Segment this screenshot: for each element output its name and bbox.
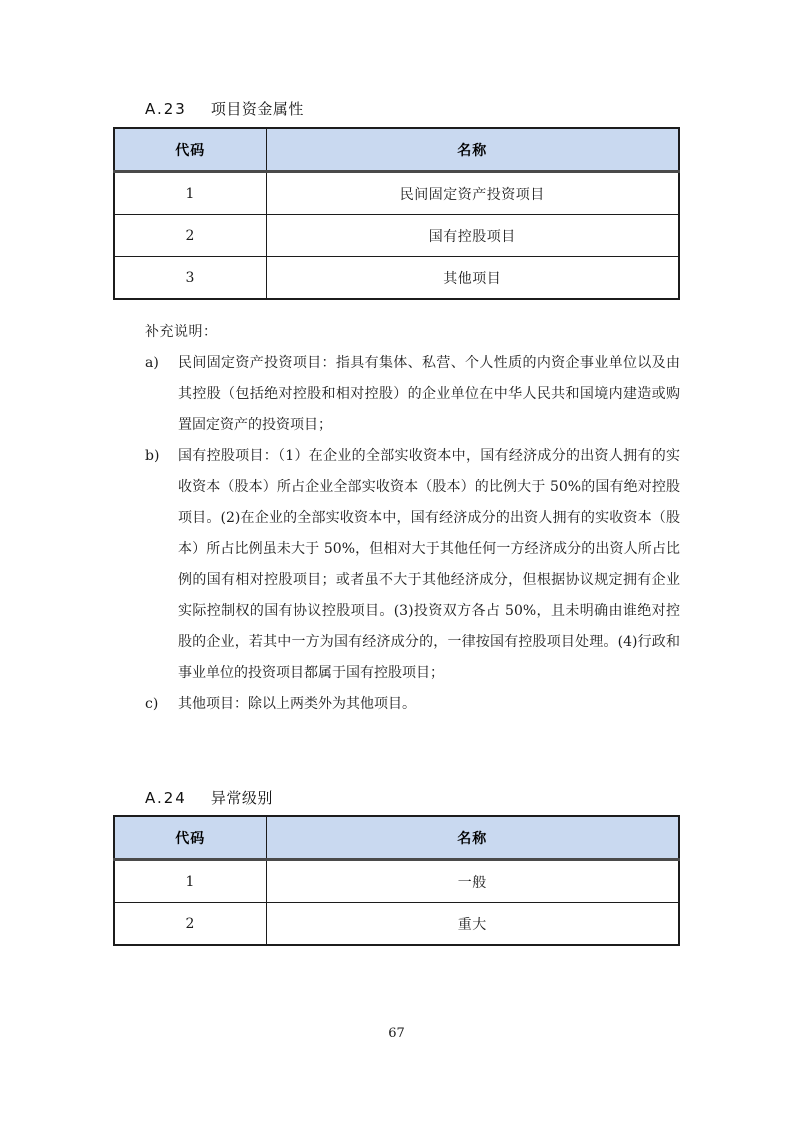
column-header-name: 名称 bbox=[266, 128, 679, 172]
clause-title: 异常级别 bbox=[210, 789, 273, 807]
table-row bbox=[114, 860, 679, 903]
note-label: b) bbox=[145, 448, 160, 464]
table-header-row bbox=[114, 816, 679, 860]
cell-code: 2 bbox=[114, 903, 266, 946]
note-item-b bbox=[145, 441, 680, 689]
cell-name: 一般 bbox=[266, 860, 679, 903]
note-text: 其他项目：除以上两类外为其他项目。 bbox=[178, 696, 416, 712]
note-label: c) bbox=[145, 696, 159, 712]
table-row bbox=[114, 257, 679, 300]
supplementary-notes bbox=[145, 317, 680, 720]
page-number: 67 bbox=[388, 1026, 405, 1041]
clause-number: A.24 bbox=[145, 789, 187, 807]
column-header-name: 名称 bbox=[266, 816, 679, 860]
clause-title: 项目资金属性 bbox=[210, 100, 304, 118]
note-text: 国有控股项目：（1）在企业的全部实收资本中，国有经济成分的出资人拥有的实收资本（股本）所占企业全部实收资本（股本）的比例大于 50%的国有绝对控股项目。(2)在企业的全部实收资本中，国有经济成分的出资人拥有的实收资本（股本）所占比例虽未大于 50%，但相对大于其他任何一方经济成分的出资人所占比例的国有相对控股项目；或者虽不大于其他经济成分，但根据协议规定拥有企业实际控制权的国有协议控股项目。(3)投资双方各占 50%，且未明确由谁绝对控股的企业，若其中一方为国有经济成分的，一律按国有控股项目处理。(4)行政和事业单位的投资项目都属于国有控股项目； bbox=[178, 448, 680, 681]
cell-name: 民间固定资产投资项目 bbox=[266, 172, 679, 215]
table-row bbox=[114, 215, 679, 257]
table-header-row bbox=[114, 128, 679, 172]
notes-title: 补充说明： bbox=[145, 324, 218, 340]
code-table-a24 bbox=[113, 815, 680, 946]
cell-name: 国有控股项目 bbox=[266, 215, 679, 257]
cell-code: 1 bbox=[114, 860, 266, 903]
cell-name: 重大 bbox=[266, 903, 679, 946]
column-header-code: 代码 bbox=[114, 816, 266, 860]
cell-name: 其他项目 bbox=[266, 257, 679, 300]
note-text: 民间固定资产投资项目：指具有集体、私营、个人性质的内资企事业单位以及由其控股（包括绝对控股和相对控股）的企业单位在中华人民共和国境内建造或购置固定资产的投资项目； bbox=[178, 355, 680, 433]
note-label: a) bbox=[145, 355, 159, 371]
note-item-a bbox=[145, 348, 680, 441]
cell-code: 2 bbox=[114, 215, 266, 257]
cell-code: 3 bbox=[114, 257, 266, 300]
clause-number: A.23 bbox=[145, 100, 187, 118]
code-table-a23 bbox=[113, 127, 680, 300]
section-heading-a23 bbox=[145, 100, 304, 118]
column-header-code: 代码 bbox=[114, 128, 266, 172]
note-item-c bbox=[145, 689, 680, 720]
section-heading-a24 bbox=[145, 789, 273, 807]
table-row bbox=[114, 903, 679, 946]
cell-code: 1 bbox=[114, 172, 266, 215]
table-row bbox=[114, 172, 679, 215]
